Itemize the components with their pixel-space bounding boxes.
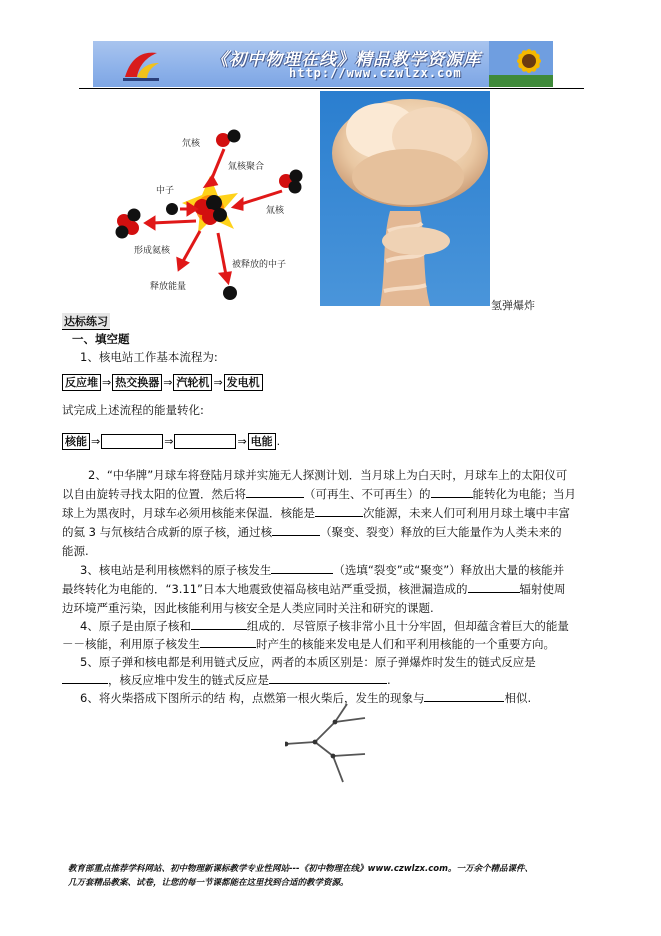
section-underline: [62, 329, 110, 330]
q2-line4-part-a: 的氦 3 与氘核结合成新的原子核，通过核: [62, 525, 273, 539]
logo-icon: [121, 47, 161, 83]
q5-blank-reactor[interactable]: [269, 671, 387, 684]
footer-line1: 教育部重点推荐学科网站、初中物理新课标教学专业性网站---《初中物理在线》www.czwlzx.com。一万余个精品课件、: [68, 864, 533, 874]
q3-line2: [62, 580, 566, 599]
fusion-illustration: [110, 91, 320, 306]
match-structure-figure: [285, 696, 370, 784]
arrow-icon: ⇒: [213, 376, 223, 389]
q6-blank-phenomenon[interactable]: [424, 689, 504, 702]
flow-heat-exchanger: 热交换器: [112, 374, 162, 391]
arrow-icon: ⇒: [164, 435, 174, 448]
q3-line1: [80, 561, 564, 580]
flow-turbine: 汽轮机: [173, 374, 212, 391]
q2-line3-part-b: 次能源，未来人们可利用月球土壤中丰富: [363, 506, 570, 520]
header-rule: [79, 88, 584, 89]
q2-blank-energy[interactable]: [431, 485, 473, 498]
energy-blank-1[interactable]: [101, 434, 163, 449]
q3-line2-part-a: 最终转化为电能的．“3.11”日本大地震致使福岛核电站严重受损，核泄漏造成的: [62, 582, 468, 596]
header-banner: [93, 41, 553, 87]
q2-blank-renewable[interactable]: [246, 485, 304, 498]
q2-line3: [62, 504, 570, 523]
sunflower-icon: [489, 41, 553, 87]
q4-line2: [62, 635, 555, 654]
mushroom-cloud-illustration: [320, 91, 490, 306]
q2-line2-part-a: 以自由旋转寻找太阳的位置．然后将: [62, 487, 246, 501]
q2-line3-part-a: 球上为黑夜时，月球车必须用核能来保温．核能是: [62, 506, 315, 520]
q5-line2-part-b: .: [387, 673, 391, 687]
q2-blank-source[interactable]: [315, 504, 363, 517]
q4-blank-reaction[interactable]: [200, 635, 256, 648]
arrow-icon: ⇒: [91, 435, 101, 448]
label-helium: 形成氦核: [134, 246, 171, 256]
q4-line2-part-a: －－核能，利用原子核发生: [62, 637, 200, 651]
q2-line2: [62, 485, 576, 504]
label-tritium: 氚核: [266, 206, 285, 216]
section-heading: 一、填空题: [72, 332, 130, 346]
banner-title: 《初中物理在线》精品教学资源库: [211, 50, 481, 70]
q5-line2: [62, 671, 391, 690]
q2-line4-part-b: （聚变、裂变）释放的巨大能量作为人类未来的: [320, 525, 562, 539]
q3-line1-part-b: （选填“裂变”或“聚变”）释放出大量的核能并: [333, 563, 565, 577]
arrow-icon: ⇒: [237, 435, 247, 448]
q1-flow: [62, 374, 263, 391]
q4-line1-part-a: 4、原子是由原子核和: [80, 619, 191, 633]
q2-line1: 2、“中华牌”月球车将登陆月球并实施无人探测计划．当月球上为白天时，月球车上的太阳仪可: [88, 468, 568, 482]
q5-line1: 5、原子弹和核电都是利用链式反应，两者的本质区别是：原子弹爆炸时发生的链式反应是: [80, 655, 536, 669]
q2-line2-part-c: 能转化为电能；当月: [472, 487, 576, 501]
footer: [68, 862, 533, 890]
label-fusion: 氚核聚合: [228, 162, 265, 172]
q1-text: 1、核电站工作基本流程为:: [80, 350, 218, 364]
energy-blank-2[interactable]: [174, 434, 236, 449]
section-label: 达标练习: [64, 315, 108, 328]
q4-blank-component[interactable]: [191, 617, 247, 630]
q1-energy-flow: [62, 433, 281, 450]
q3-blank-reaction[interactable]: [271, 561, 333, 574]
cloud-caption: 氢弹爆炸: [491, 299, 535, 312]
energy-electric: 电能: [248, 433, 276, 450]
q1-prompt: 试完成上述流程的能量转化:: [62, 403, 204, 417]
label-deuterium: 氘核: [182, 139, 201, 149]
banner-url: http://www.czwlzx.com: [289, 66, 462, 80]
energy-nuclear: 核能: [62, 433, 90, 450]
q4-line1: [80, 617, 569, 636]
label-released-neutron: 被释放的中子: [232, 260, 287, 270]
hydrogen-bomb-photo: [320, 91, 490, 306]
q6-line1-part-a: 6、将火柴搭成下图所示的结 构，点燃第一根火柴后，发生的现象与: [80, 691, 425, 705]
q4-line2-part-b: 时产生的核能来发电是人们和平利用核能的一个重要方向。: [256, 637, 555, 651]
label-neutron: 中子: [156, 186, 175, 196]
q2-line5: 能源.: [62, 544, 89, 558]
q6-line1-part-b: 相似.: [504, 691, 532, 705]
fusion-diagram: [110, 91, 320, 306]
q2-line4: [62, 523, 562, 542]
q2-line2-part-b: （可再生、不可再生）的: [304, 487, 431, 501]
q5-blank-bomb[interactable]: [62, 671, 108, 684]
q3-line3: 边环境严重污染，因此核能利用与核安全是人类应同时关注和研究的课题.: [62, 601, 434, 615]
arrow-icon: ⇒: [102, 376, 112, 389]
q3-line2-part-b: 辐射使周: [519, 582, 566, 596]
footer-line2: 几万套精品教案、试卷，让您的每一节课都能在这里找到合适的教学资源。: [68, 878, 349, 888]
flow-generator: 发电机: [224, 374, 263, 391]
q3-line1-part-a: 3、核电站是利用核燃料的原子核发生: [80, 563, 272, 577]
q2-blank-reaction[interactable]: [272, 523, 320, 536]
period: .: [276, 435, 281, 448]
q4-line1-part-b: 组成的．尽管原子核非常小且十分牢固，但却蕴含着巨大的能量: [246, 619, 569, 633]
label-energy: 释放能量: [150, 282, 187, 292]
q5-line2-part-a: ，核反应堆中发生的链式反应是: [108, 673, 269, 687]
flow-reactor: 反应堆: [62, 374, 101, 391]
q3-blank-radiation[interactable]: [468, 580, 520, 593]
arrow-icon: ⇒: [163, 376, 173, 389]
